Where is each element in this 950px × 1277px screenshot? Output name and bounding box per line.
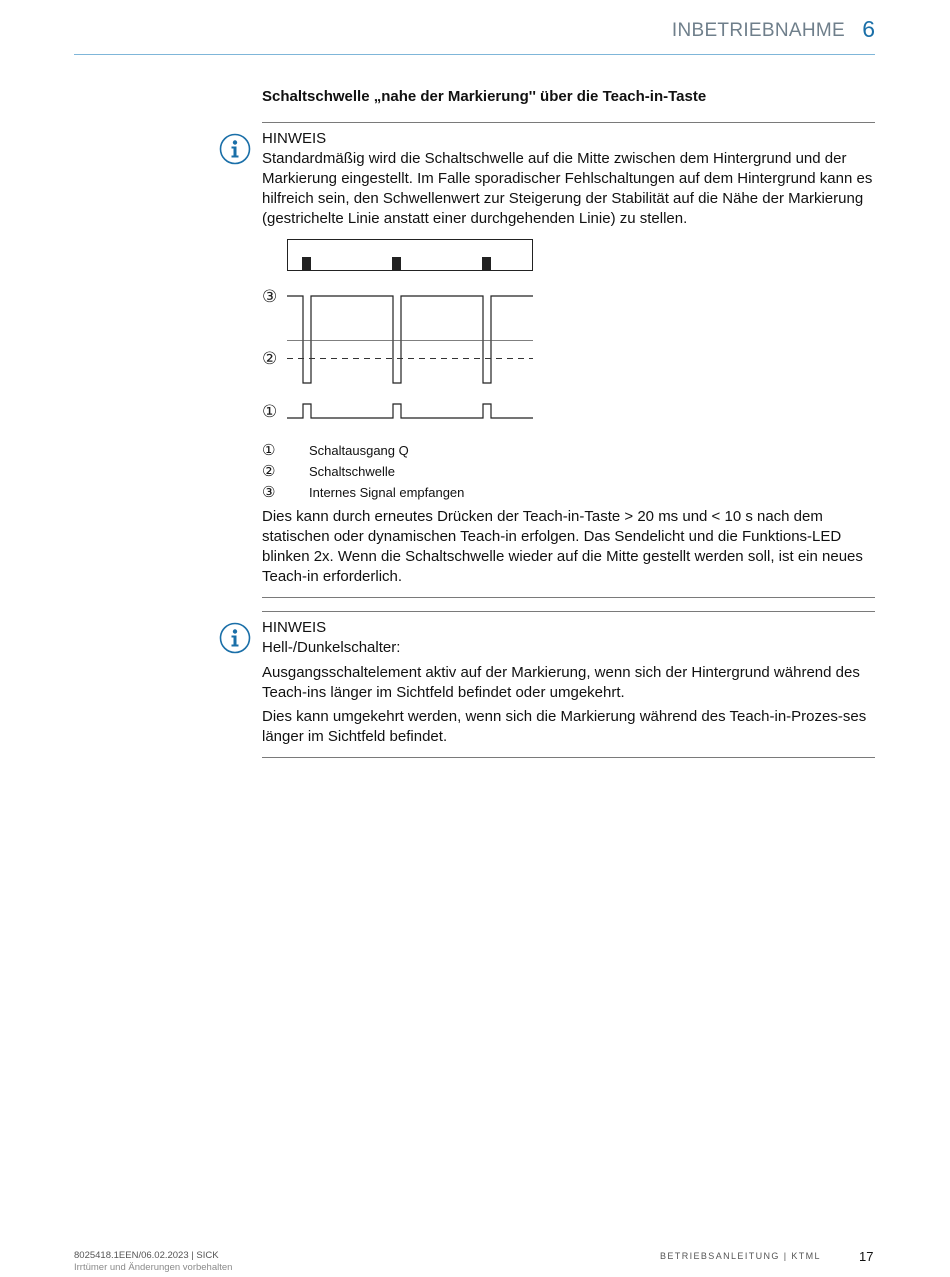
note-title: HINWEIS: [262, 130, 327, 147]
marker-2: ②: [262, 349, 278, 369]
footer-doc-type: BETRIEBSANLEITUNG | KTML: [660, 1251, 821, 1261]
legend-item: [262, 440, 875, 461]
info-icon: [219, 622, 251, 654]
info-icon: [219, 133, 251, 165]
note-after-text: Dies kann durch erneutes Drücken der Teach-in-Taste > 20 ms und < 10 s nach dem statischen oder dynamischen Teach-in erfolgen. Das Sendelicht und die Funktions-LED blinken 2x. Wenn die Schaltschwelle wieder auf die Mitte gestellt werden soll, ist ein neues Teach-in erforderlich.: [262, 508, 863, 585]
section-title: Schaltschwelle „nahe der Markierung'' über die Teach-in-Taste: [262, 88, 707, 105]
page-header: [74, 14, 875, 55]
note-box-1: [262, 129, 875, 587]
legend-number: ②: [262, 463, 276, 480]
legend-item: [262, 482, 875, 503]
page-number: 17: [859, 1249, 874, 1264]
note-title: HINWEIS: [262, 619, 327, 636]
divider: [262, 757, 875, 758]
legend-text: Schaltschwelle: [309, 464, 395, 479]
legend-number: ③: [262, 484, 276, 501]
chapter-title: INBETRIEBNAHME: [671, 20, 845, 41]
legend-text: Schaltausgang Q: [309, 443, 409, 458]
mark-3: [482, 257, 491, 270]
note-box-2: [262, 618, 875, 747]
note-paragraph: Ausgangsschaltelement aktiv auf der Markierung, wenn sich der Hintergrund während des Teach-ins länger im Sichtfeld befindet oder umgekehrt.: [262, 664, 860, 701]
received-signal-line: [287, 296, 533, 383]
legend: [262, 440, 875, 503]
legend-text: Internes Signal empfangen: [309, 485, 465, 500]
main-content: [262, 87, 875, 758]
mark-2: [392, 257, 401, 270]
marker-1: ①: [262, 402, 278, 422]
marking-strip: [288, 240, 533, 271]
note-subtitle: Hell-/Dunkelschalter:: [262, 639, 401, 656]
footer-left: [74, 1250, 232, 1274]
legend-number: ①: [262, 442, 276, 459]
footer-doc-id: 8025418.1EEN/06.02.2023 | SICK: [74, 1250, 219, 1261]
mark-1: [302, 257, 311, 270]
divider: [262, 597, 875, 598]
chapter-number: 6: [862, 16, 875, 42]
legend-item: [262, 461, 875, 482]
footer-disclaimer: Irrtümer und Änderungen vorbehalten: [74, 1262, 233, 1273]
note-text: Standardmäßig wird die Schaltschwelle auf die Mitte zwischen dem Hintergrund und der Markierung eingestellt. Im Falle sporadischer Fehlschaltungen auf dem Hintergrund kann es hilfreich sein, den Schwellenwert zur Steigerung der Stabilität auf die Nähe der Markierung (gestrichelte Linie anstatt einer durchgehenden Linie) zu stellen.: [262, 150, 873, 227]
divider: [262, 122, 875, 123]
switching-output-line: [287, 404, 533, 418]
divider: [262, 611, 875, 612]
switching-threshold-diagram: [262, 237, 562, 422]
marker-3: ③: [262, 287, 278, 307]
note-paragraph: Dies kann umgekehrt werden, wenn sich die Markierung während des Teach-in-Prozes-ses länger im Sichtfeld befindet.: [262, 708, 867, 745]
